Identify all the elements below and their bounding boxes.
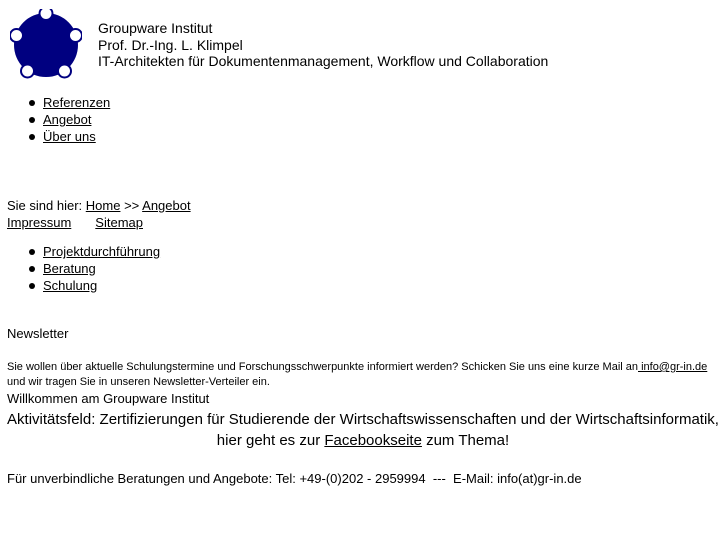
activity-notice <box>7 409 719 451</box>
contact-info: Für unverbindliche Beratungen und Angebote: Tel: +49-(0)202 - 2959994 --- E-Mail: info(at)gr-in.de <box>7 471 582 486</box>
institute-name: Groupware Institut <box>98 20 213 36</box>
newsletter-heading: Newsletter <box>7 326 69 341</box>
professor-name: Prof. Dr.-Ing. L. Klimpel <box>98 36 243 53</box>
breadcrumb-current-link[interactable]: Angebot <box>142 198 191 213</box>
main-nav <box>7 94 110 145</box>
main-nav-item-angebot <box>7 111 110 128</box>
schulung-link[interactable]: Schulung <box>43 278 98 293</box>
newsletter-text <box>7 360 722 390</box>
sub-nav-item-projektdurchfuehrung <box>7 243 160 260</box>
projektdurchfuehrung-link[interactable]: Projektdurchführung <box>43 244 161 259</box>
ueber-uns-link[interactable]: Über uns <box>43 129 96 144</box>
page-header <box>10 9 720 84</box>
breadcrumb-separator: >> <box>120 198 143 213</box>
facebook-link[interactable]: Facebookseite <box>324 432 422 449</box>
activity-line-1: Aktivitätsfeld: Zertifizierungen für Studierende der Wirtschaftswissenschaften und der Wirtschaftsinformatik, <box>7 411 719 428</box>
referenzen-link[interactable]: Referenzen <box>43 95 111 110</box>
utility-links <box>7 214 143 231</box>
newsletter-email-link[interactable]: info@gr-in.de <box>638 361 708 373</box>
tagline: IT-Architekten für Dokumentenmanagement, Workflow und Collaboration <box>98 53 549 69</box>
sub-nav <box>7 243 160 294</box>
activity-line-2-after: zum Thema! <box>421 432 510 449</box>
header-text <box>98 20 548 70</box>
sub-nav-item-schulung <box>7 277 160 294</box>
sub-nav-item-beratung <box>7 260 160 277</box>
breadcrumb-prefix: Sie sind hier: <box>7 198 86 213</box>
beratung-link[interactable]: Beratung <box>43 261 96 276</box>
newsletter-text-after: und wir tragen Sie in unseren Newsletter-Verteiler ein. <box>7 376 270 388</box>
breadcrumb <box>7 197 191 214</box>
breadcrumb-home-link[interactable]: Home <box>85 198 121 213</box>
activity-line-2-before: hier geht es zur <box>216 432 325 449</box>
newsletter-text-before: Sie wollen über aktuelle Schulungstermine und Forschungsschwerpunkte informiert werden? Schicken Sie uns eine kurze Mail an <box>7 361 639 373</box>
angebot-link[interactable]: Angebot <box>43 112 92 127</box>
groupware-logo <box>10 9 82 81</box>
impressum-link[interactable]: Impressum <box>7 215 72 230</box>
main-nav-item-ueber-uns <box>7 128 110 145</box>
main-nav-item-referenzen <box>7 94 110 111</box>
activity-line-2 <box>7 430 719 451</box>
sitemap-link[interactable]: Sitemap <box>95 215 143 230</box>
welcome-text: Willkommen am Groupware Institut <box>7 391 210 406</box>
